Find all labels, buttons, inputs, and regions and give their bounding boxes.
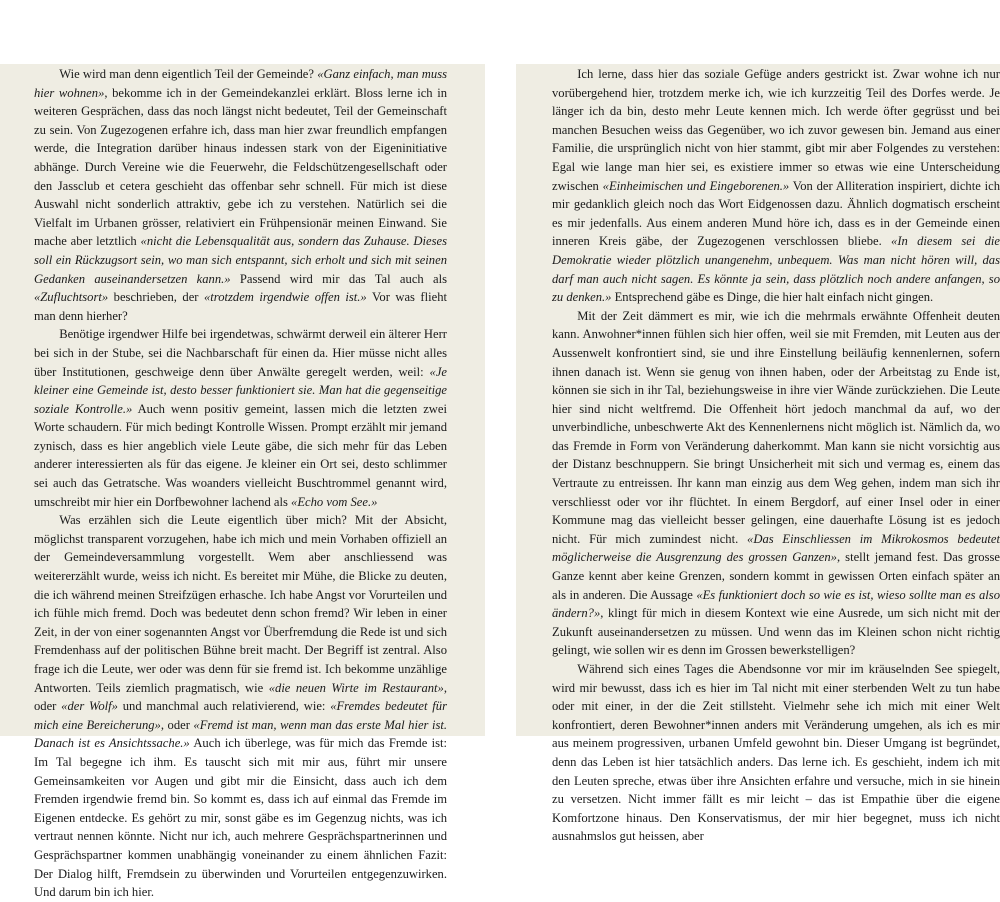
quote-text: «Das Einschliessen im Mikrokosmos bedeutet möglicherweise die Ausgrenzung des grossen Ganzen»: [552, 531, 1000, 565]
left-paragraph-1: [34, 65, 447, 325]
body-text: und manchmal auch relativierend, wie:: [117, 699, 331, 714]
body-text: , oder: [160, 717, 194, 732]
body-text: Mit der Zeit dämmert es mir, wie ich die mehrmals erwähnte Offenheit deuten kann. Anwohner*innen fühlen sich hier offen, weil sie mit Fremden, mit Leuten aus der Aussenwelt konfrontiert sind, sie und ihre Einstellung beiläufig kennenlernen, sofern ihnen danach ist. Wenn sie genug von ihnen haben, oder der Arbeitstag zu Ende ist, können sie sich in ihr Tal, beziehungsweise in ihre vier Wände zurückziehen. Die Leute hier sind nicht weltfremd. Die Offenheit hört jedoch manchmal da auf, wo der unverbindliche, unbeschwerte Akt des Kennenlernens nicht möglich ist. Nämlich da, wo das Fremde in Form von Veränderung daherkommt. Man kann sie nicht vorsichtig aus der Distanz beschnuppern. Sie bringt Unsicherheit mit sich und vermag es, einem das Vertraute zu entreissen. Ihr kann man einzig aus dem Weg gehen, indem man sich ihr verschliesst oder vor ihr flüchtet. In einem Bergdorf, auf einer Insel oder in einer Kommune mag das vielleicht besser gelingen, eine dauerhafte Lösung ist es jedoch nicht. Für mich zumindest nicht.: [552, 308, 1000, 546]
left-page: [0, 64, 485, 900]
right-page: [516, 64, 1000, 844]
quote-text: «Echo vom See.»: [291, 494, 378, 509]
body-text: Ich lerne, dass hier das soziale Gefüge anders gestrickt ist. Zwar wohne ich nur vorübergehend hier, trotzdem merke ich, wie ich kurzzeitig Teil des Dorfes werde. Je länger ich da bin, desto mehr Leute kennen mich. Ich werde öfter gegrüsst und bei manchen Besuchen weiss das Gegenüber, wo ich zuvor gewesen bin. Jemand aus einer Familie, die ursprünglich nicht von hier stammt, gibt mir aber Folgendes zu verstehen: Egal wie lange man hier sei, es existiere immer so etwas wie eine Unterscheidung zwischen: [552, 67, 1000, 193]
left-paragraph-2: [34, 325, 447, 511]
quote-text: «nicht die Lebensqualität aus, sondern das Zuhause. Dieses soll ein Rückzugsort sein, wo man sich entspannt, sich erholt und sich mit seinen Gedanken auseinandersetzen kann.»: [34, 234, 447, 286]
quote-text: «Einheimischen und Eingeborenen.»: [602, 178, 790, 193]
quote-text: «In diesem sei die Demokratie wieder plötzlich unangenehm, unbequem. Was man nicht hören will, das darf man auch nicht sagen. Es könnte ja sein, dass plötzlich noch andere anfangen, so zu denken.»: [552, 234, 1000, 305]
body-text: Vor was flieht man denn hierher?: [34, 290, 447, 323]
body-text: Während sich eines Tages die Abendsonne vor mir im kräuselnden See spiegelt, wird mir bewusst, dass ich es hier im Tal nicht mit einer sterbenden Welt zu tun habe oder mit einer, in der die Zeit stillsteht. Vielmehr sehe ich mich mit einer Welt konfrontiert, deren Bewohner*innen anders mit Veränderung umgehen, als ich es mir aus meinem progressiven, urbanen Umfeld gewohnt bin. Dieser Umgang ist begründet, denn das Leben ist hier tatsächlich anders. Das lerne ich. Es geschieht, indem ich mit den Leuten spreche, etwas über ihre Ansichten erfahre und versuche, mich in sie hinein zu versetzen. Nicht immer fällt es mir leicht – das ist Empathie über die eigene Komfortzone hinaus. Den Konservatismus, der mir hier begegnet, muss ich nicht ausnahmslos gut heissen, aber: [552, 662, 1000, 844]
body-text: Passend wird mir das Tal auch als: [230, 271, 447, 286]
quote-text: «der Wolf»: [61, 699, 118, 714]
body-text: beschrieben, der: [108, 290, 204, 305]
quote-text: «die neuen Wirte im Restaurant»: [268, 680, 444, 695]
quote-text: «Ganz einfach, man muss hier wohnen»: [34, 67, 447, 100]
quote-text: «Je kleiner eine Gemeinde ist, desto besser funktioniert sie. Man hat die gegenseitige soziale Kontrolle.»: [34, 364, 447, 416]
right-paragraph-2: [552, 307, 1000, 660]
quote-text: «Fremdes bedeutet für mich eine Bereicherung»: [34, 699, 447, 732]
right-paragraph-1: [552, 65, 1000, 307]
body-text: Was erzählen sich die Leute eigentlich über mich? Mit der Absicht, möglichst transparent vorzugehen, habe ich mich und mein Vorhaben offiziell an der Gemeindeversammlung vorgestellt. Wem aber anschliessend was weitererzählt wurde, weiss ich nicht. Es bereitet mir Mühe, die Blicke zu deuten, die ich während meinen Streifzügen erhasche. Ich habe Angst vor Vorurteilen und ich fühle mich fremd. Doch was bedeutet denn schon fremd? Wir leben in einer Zeit, in der von einer sogenannten Angst vor Überfremdung die Rede ist und sich Fremdenhass auf der politischen Bühne breit macht. Der Begriff ist zentral. Also frage ich die Leute, wer oder was denn für sie fremd ist. Ich bekomme unzählige Antworten. Teils ziemlich pragmatisch, wie: [34, 513, 447, 695]
body-text: Von der Alliteration inspiriert, dichte ich mir gedanklich gleich noch das Wort Eidgenossen dazu. Ähnlich dogmatisch erscheint es mir jedenfalls. Aus einem anderen Mund höre ich, dass es in der Gemeinde einen inneren Kreis gäbe, der Zugezogenen verschlossen bliebe.: [552, 178, 1000, 249]
body-text: Auch wenn positiv gemeint, lassen mich die letzten zwei Worte schaudern. Für mich bedingt Kontrolle Wissen. Prompt erzählt mir jemand zynisch, dass es hier angeblich viele Leute gäbe, die sich mehr für das Leben anderer interessierten als für das eigene. Je kleiner ein Ort sei, desto schlimmer sei auch das Getratsche. Was woanders vielleicht Buschtrommel genannt wird, umschreibt mir hier ein Dorfbewohner lachend als: [34, 401, 447, 509]
left-paragraph-3: [34, 511, 447, 901]
quote-text: «Es funktioniert doch so wie es ist, wieso sollte man es also ändern?»: [552, 587, 1000, 621]
quote-text: «trotzdem irgendwie offen ist.»: [203, 290, 367, 305]
body-text: , klingt für mich in diesem Kontext wie eine Ausrede, um sich nicht mit der Zukunft auseinandersetzen zu müssen. Und wenn das im Kleinen schon nicht richtig gelingt, wie sollen wir es denn im Grossen bewerkstelligen?: [552, 606, 1000, 658]
quote-text: «Zufluchtsort»: [34, 290, 109, 305]
right-paragraph-3: [552, 660, 1000, 846]
body-text: , stellt jemand fest. Das grosse Ganze kennt aber keine Grenzen, sondern kommt in gewissen Orten einfach später an als in anderen. Die Aussage: [552, 550, 1000, 602]
body-text: , oder: [34, 680, 447, 714]
quote-text: «Fremd ist man, wenn man das erste Mal hier ist. Danach ist es Ansichtssache.»: [34, 717, 448, 751]
body-text: , bekomme ich in der Gemeindekanzlei erklärt. Bloss lerne ich in weiteren Gesprächen, dass das noch längst nicht bedeutet, Teil der Gemeinschaft zu sein. Von Zugezogenen erfahre ich, dass man hier zwar freundlich empfangen werde, die Integration darüber hinaus indessen stark von der Eigeninitiative abhänge. Durch Vereine wie die Feuerwehr, die Feldschützengesellschaft oder den Jassclub et cetera geschieht das offenbar sehr schnell. Für mich ist diese Auswahl nicht sonderlich attraktiv, gebe ich zu verstehen. Natürlich sei die Vielfalt im Urbanen grösser, relativiert ein Frühpensionär meinen Einwand. Sie mache aber letztlich: [34, 85, 447, 249]
body-text: Wie wird man denn eigentlich Teil der Gemeinde?: [59, 67, 318, 81]
body-text: Benötige irgendwer Hilfe bei irgendetwas, schwärmt derweil ein älterer Herr bei sich in der Stube, sei die Nachbarschaft für einen da. Hier müsse nicht alles über Institutionen, geschweige denn über Anwälte geregelt werden, weil:: [34, 327, 447, 379]
body-text: Entsprechend gäbe es Dinge, die hier halt einfach nicht gingen.: [611, 290, 934, 305]
body-text: Auch ich überlege, was für mich das Fremde ist: Im Tal begegne ich ihm. Es tauscht sich mit mir aus, führt mir unsere Gemeinsamkeiten vor Augen und gibt mir die Einsicht, dass auch ich dem Fremden irgendwie fremd bin. So kommt es, dass ich auf einmal das Fremde im Eigenen entdecke. Es gehört zu mir, sonst gäbe es im Gegenzug nichts, was ich vertraut nennen könnte. Nicht nur ich, auch mehrere Gesprächspartnerinnen und Gesprächspartner kommen unabhängig voneinander zu einem ähnlichen Fazit: Der Dialog hilft, Fremdsein zu überwinden und Vorurteilen entgegenzuwirken. Und darum bin ich hier.: [34, 736, 447, 900]
